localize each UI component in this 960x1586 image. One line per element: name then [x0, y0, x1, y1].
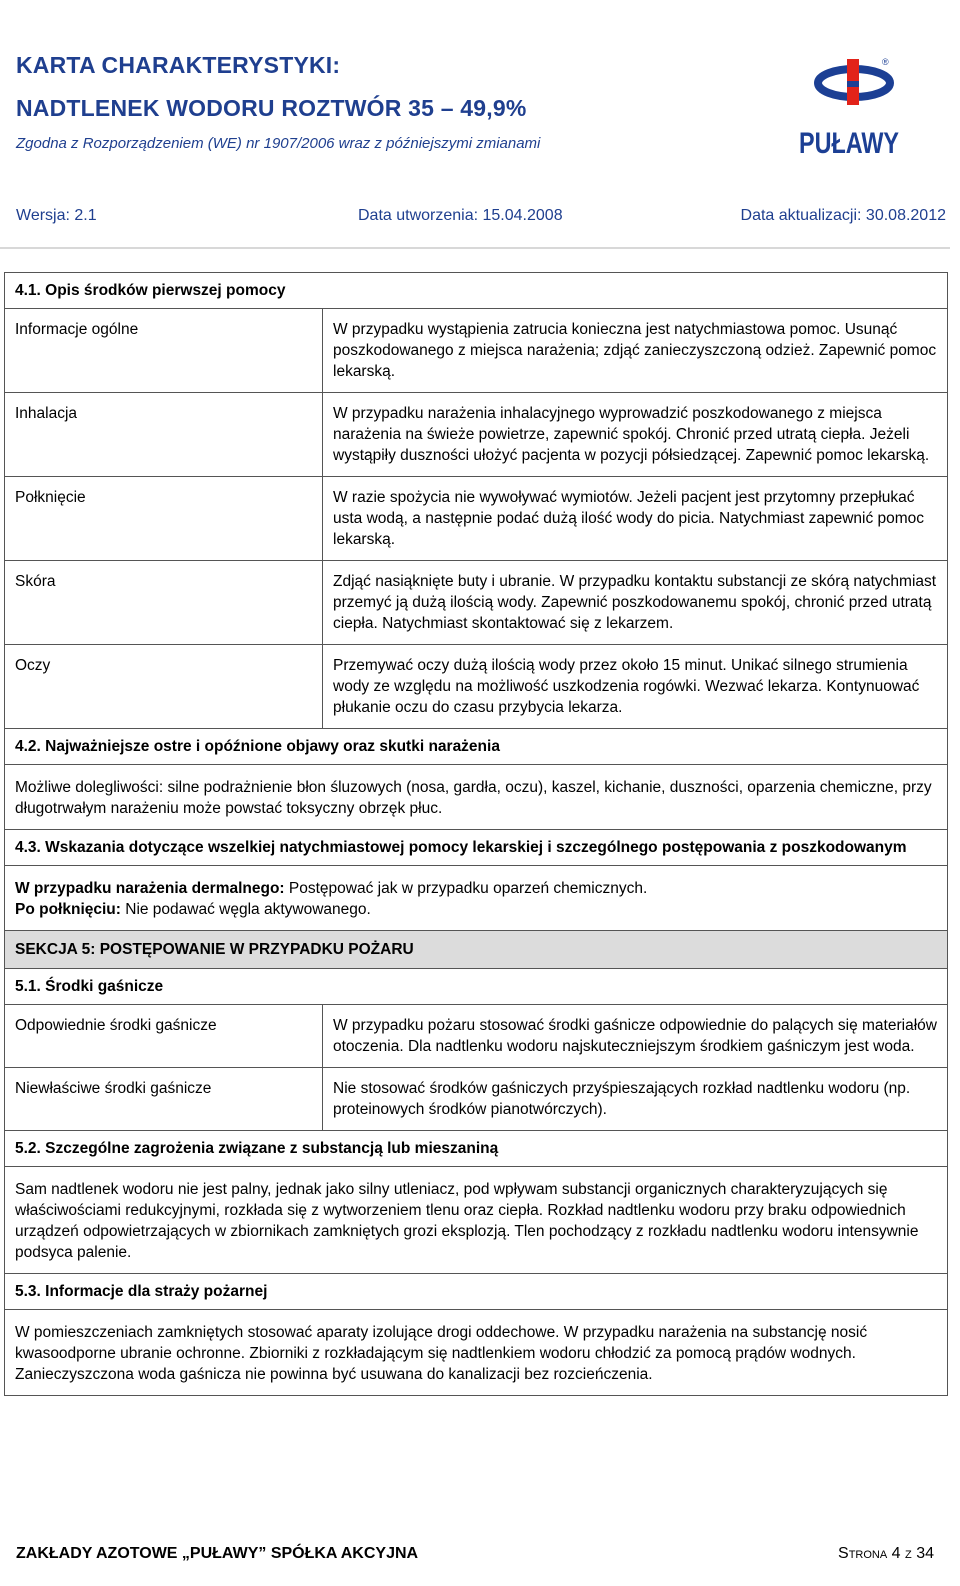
section-4-2-text: Możliwe dolegliwości: silne podrażnienie błon śluzowych (nosa, gardła, oczu), kaszel, kichanie, duszności, oparzenia chemiczne, przy długotrwałym narażeniu może powstać toksyczny obrzęk płuc. — [5, 765, 947, 830]
row-label: Informacje ogólne — [5, 309, 323, 392]
table-row — [5, 392, 947, 476]
section-5-3-text: W pomieszczeniach zamkniętych stosować aparaty izolujące drogi oddechowe. W przypadku narażenia na substancję nosić kwasoodporne ubranie ochronne. Zbiorniki z rozkładającym się nadtlenkiem wodoru chłodzić za pomocą prądów wodnych. Zanieczyszczona woda gaśnicza nie powinna być usuwana do kanalizacji bez rozcieńczenia. — [5, 1310, 947, 1396]
dermal-text: Postępować jak w przypadku oparzeń chemicznych. — [284, 880, 648, 897]
page-word: Strona — [838, 1545, 888, 1562]
updated-date: Data aktualizacji: 30.08.2012 — [740, 207, 946, 224]
logo-wordmark: PUŁAWY — [799, 127, 899, 160]
table-row — [5, 560, 947, 644]
section-4-1-heading: 4.1. Opis środków pierwszej pomocy — [5, 273, 947, 309]
version-row — [16, 207, 946, 227]
registered-mark: ® — [882, 57, 889, 67]
page-total: 34 — [916, 1545, 934, 1562]
ingestion-label: Po połknięciu: — [15, 901, 121, 918]
row-label: Oczy — [5, 645, 323, 728]
pulawy-logo — [799, 55, 914, 160]
document-header — [0, 0, 960, 260]
first-aid-table — [5, 309, 947, 729]
header-divider — [0, 247, 950, 249]
row-text: W przypadku narażenia inhalacyjnego wyprowadzić poszkodowanego z miejsca narażenia na świeże powietrze, zapewnić spokój. Chronić przed utratą ciepła. Jeżeli wystąpiły duszności ułożyć pacjenta w pozycji półsiedzącej. Zapewnić pomoc lekarską. — [333, 405, 930, 464]
table-row — [5, 476, 947, 560]
table-row — [5, 644, 947, 728]
row-text: Przemywać oczy dużą ilością wody przez około 15 minut. Unikać silnego strumienia wody ze względu na możliwość uszkodzenia rogówki. Wezwać lekarza. Kontynuować płukanie oczu do czasu przybycia lekarza. — [333, 657, 920, 716]
ingestion-line — [15, 899, 937, 920]
section-5-1-heading: 5.1. Środki gaśnicze — [5, 969, 947, 1005]
row-label: Odpowiednie środki gaśnicze — [5, 1005, 323, 1067]
product-name: NADTLENEK WODORU ROZTWÓR 35 – 49,9% — [16, 95, 527, 121]
row-text: W przypadku wystąpienia zatrucia konieczna jest natychmiastowa pomoc. Usunąć poszkodowanego z miejsca narażenia; zdjąć zanieczyszczoną odzież. Zapewnić pomoc lekarską. — [333, 321, 937, 380]
section-4-2-heading: 4.2. Najważniejsze ostre i opóźnione objawy oraz skutki narażenia — [5, 729, 947, 765]
row-text: W razie spożycia nie wywoływać wymiotów. Jeżeli pacjent jest przytomny przepłukać usta wodą, a następnie podać dużą ilość wody do picia. Natychmiast zapewnić pomoc lekarską. — [333, 489, 925, 548]
section-4-3-text — [5, 866, 947, 931]
section-5-2-text: Sam nadtlenek wodoru nie jest palny, jednak jako silny utleniacz, pod wpływam substancji organicznych charakteryzujących się właściwościami redukcyjnymi, rozkłada się z wytworzeniem tlenu oraz ciepła. Rozkład nadtlenku wodoru przy braku odpowiednich urządzeń odpowietrzających w zbiornikach zamkniętych grozi eksplozją. Tlen pochodzący z rozkładu nadtlenku wodoru intensywnie podsyca palenie. — [5, 1167, 947, 1274]
extinguishing-table — [5, 1005, 947, 1131]
ingestion-text: Nie podawać węgla aktywowanego. — [120, 901, 371, 918]
row-label: Niewłaściwe środki gaśnicze — [5, 1068, 323, 1130]
table-row — [5, 1067, 947, 1130]
version: Wersja: 2.1 — [16, 207, 97, 224]
row-label: Skóra — [5, 561, 323, 644]
row-text: W przypadku pożaru stosować środki gaśnicze odpowiednie do palących się materiałów otoczenia. Dla nadtlenku wodoru najskuteczniejszym środkiem gaśniczym jest woda. — [333, 1017, 937, 1055]
section-4-3-heading: 4.3. Wskazania dotyczące wszelkiej natychmiastowej pomocy lekarskiej i szczególnego postępowania z poszkodowanym — [5, 830, 947, 866]
section-5-heading: SEKCJA 5: POSTĘPOWANIE W PRZYPADKU POŻARU — [5, 931, 947, 969]
section-5-3-heading: 5.3. Informacje dla straży pożarnej — [5, 1274, 947, 1310]
regulation-note: Zgodna z Rozporządzeniem (WE) nr 1907/2006 wraz z późniejszymi zmianami — [16, 135, 541, 152]
section-5-2-heading: 5.2. Szczególne zagrożenia związane z substancją lub mieszaniną — [5, 1131, 947, 1167]
row-text: Zdjąć nasiąknięte buty i ubranie. W przypadku kontaktu substancji ze skórą natychmiast przemyć ją dużą ilością wody. Zapewnić poszkodowanemu spokój, chronić przed utratą ciepła. Natychmiast skontaktować się z lekarzem. — [333, 573, 937, 632]
row-label: Inhalacja — [5, 393, 323, 476]
table-row — [5, 1005, 947, 1067]
dermal-label: W przypadku narażenia dermalnego: — [15, 880, 285, 897]
document-title: KARTA CHARAKTERYSTYKI: — [16, 52, 341, 78]
footer-page-number — [838, 1545, 934, 1563]
dermal-line — [15, 878, 937, 899]
row-text: Nie stosować środków gaśniczych przyśpieszających rozkład nadtlenku wodoru (np. proteinowych środków pianotwórczych). — [333, 1080, 911, 1118]
document-body — [4, 272, 948, 1396]
table-row — [5, 309, 947, 392]
of-word: z — [905, 1545, 912, 1562]
footer-company: ZAKŁADY AZOTOWE „PUŁAWY” SPÓŁKA AKCYJNA — [16, 1545, 419, 1562]
page-num: 4 — [891, 1545, 901, 1562]
created-date: Data utworzenia: 15.04.2008 — [358, 207, 563, 224]
row-label: Połknięcie — [5, 477, 323, 560]
